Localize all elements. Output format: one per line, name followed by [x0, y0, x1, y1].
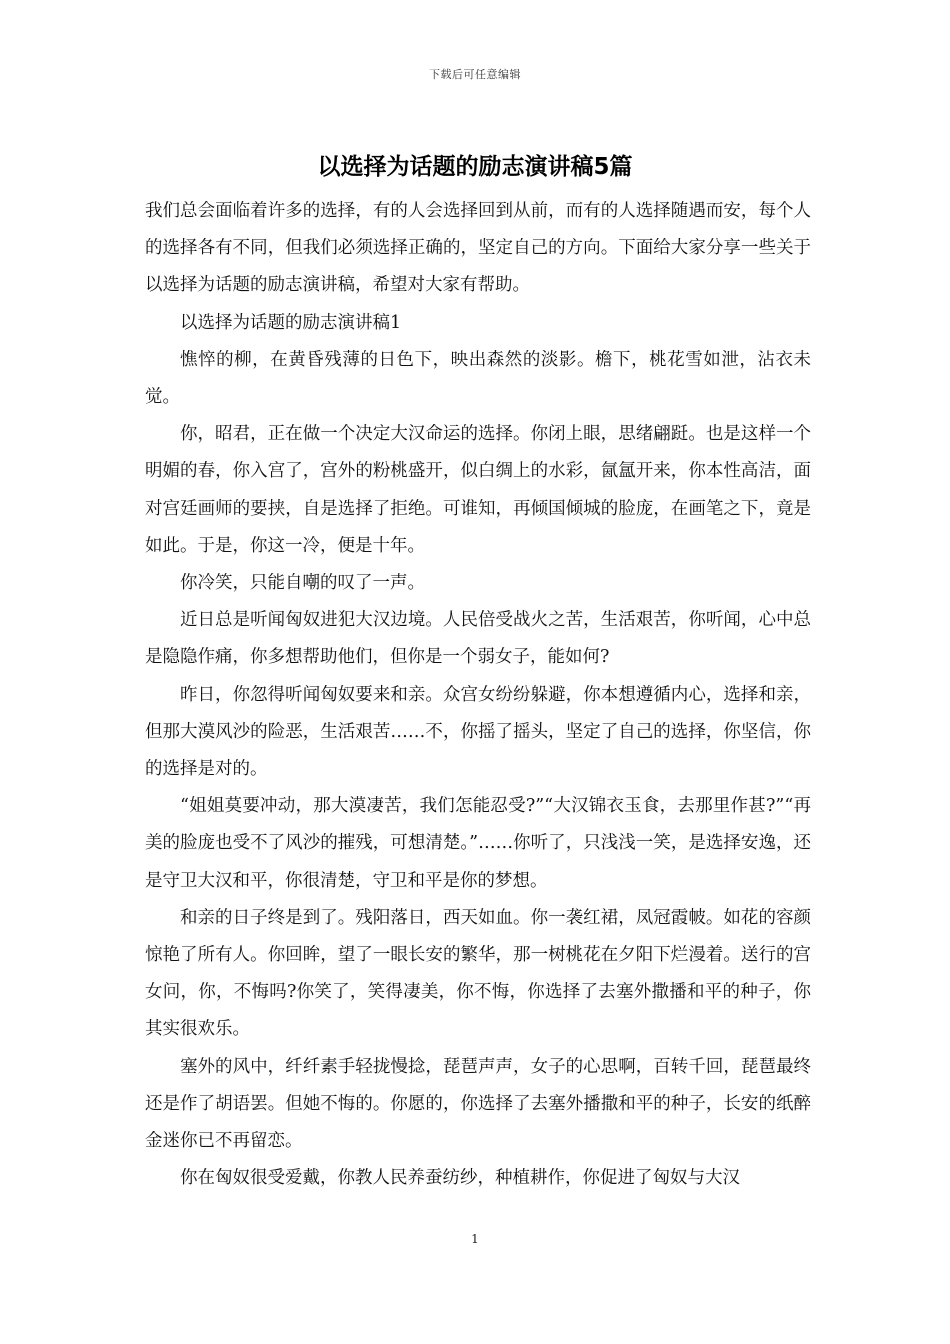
- paragraph: 你在匈奴很受爱戴，你教人民养蚕纺纱，种植耕作，你促进了匈奴与大汉: [180, 1168, 740, 1189]
- paragraph-intro: 我们总会面临着许多的选择，有的人会选择回到从前，而有的人选择随遇而安，每个人的选择各有不同，但我们必须选择正确的，坚定自己的方向。下面给大家分享一些关于以选择为话题的励志演讲稿，希望对大家有帮助。: [145, 201, 811, 296]
- section-heading: 以选择为话题的励志演讲稿1: [180, 312, 402, 333]
- paragraph: 憔悴的柳，在黄昏残薄的日色下，映出森然的淡影。檐下，桃花雪如泄，沾衣未觉。: [145, 349, 811, 408]
- document-title: 以选择为话题的励志演讲稿5篇: [317, 154, 633, 180]
- paragraph: 你，昭君，正在做一个决定大汉命运的选择。你闭上眼，思绪翩跹。也是这样一个明媚的春，你入宫了，宫外的粉桃盛开，似白绸上的水彩，氤氲开来，你本性高洁，面对宫廷画师的要挟，自是选择了拒绝。可谁知，再倾国倾城的脸庞，在画笔之下，竟是如此。于是，你这一冷，便是十年。: [145, 424, 811, 556]
- paragraph: 你冷笑，只能自嘲的叹了一声。: [180, 573, 425, 594]
- page-number: 1: [471, 1232, 479, 1246]
- paragraph: “姐姐莫要冲动，那大漠凄苦，我们怎能忍受?”“大汉锦衣玉食，去那里作甚?”“再美的脸庞也受不了风沙的摧残，可想清楚。”……你听了，只浅浅一笑，是选择安逸，还是守卫大汉和平，你很清楚，守卫和平是你的梦想。: [145, 796, 811, 891]
- paragraph: 和亲的日子终是到了。残阳落日，西天如血。你一袭红裙，凤冠霞帔。如花的容颜惊艳了所有人。你回眸，望了一眼长安的繁华，那一树桃花在夕阳下烂漫着。送行的宫女问，你，不悔吗?你笑了，笑得凄美，你不悔，你选择了去塞外撒播和平的种子，你其实很欢乐。: [145, 907, 811, 1040]
- paragraph: 昨日，你忽得听闻匈奴要来和亲。众宫女纷纷躲避，你本想遵循内心，选择和亲，但那大漠风沙的险恶，生活艰苦……不，你摇了摇头，坚定了自己的选择，你坚信，你的选择是对的。: [145, 684, 811, 780]
- paragraph: 近日总是听闻匈奴进犯大汉边境。人民倍受战火之苦，生活艰苦，你听闻，心中总是隐隐作痛，你多想帮助他们，但你是一个弱女子，能如何?: [145, 610, 811, 668]
- paragraph: 塞外的风中，纤纤素手轻拢慢捻，琵琶声声，女子的心思啊，百转千回，琵琶最终还是作了胡语罢。但她不悔的。你愿的，你选择了去塞外播撒和平的种子，长安的纸醉金迷你已不再留恋。: [145, 1056, 811, 1152]
- document-body: [145, 193, 811, 1197]
- header-note: 下载后可任意编辑: [429, 68, 521, 81]
